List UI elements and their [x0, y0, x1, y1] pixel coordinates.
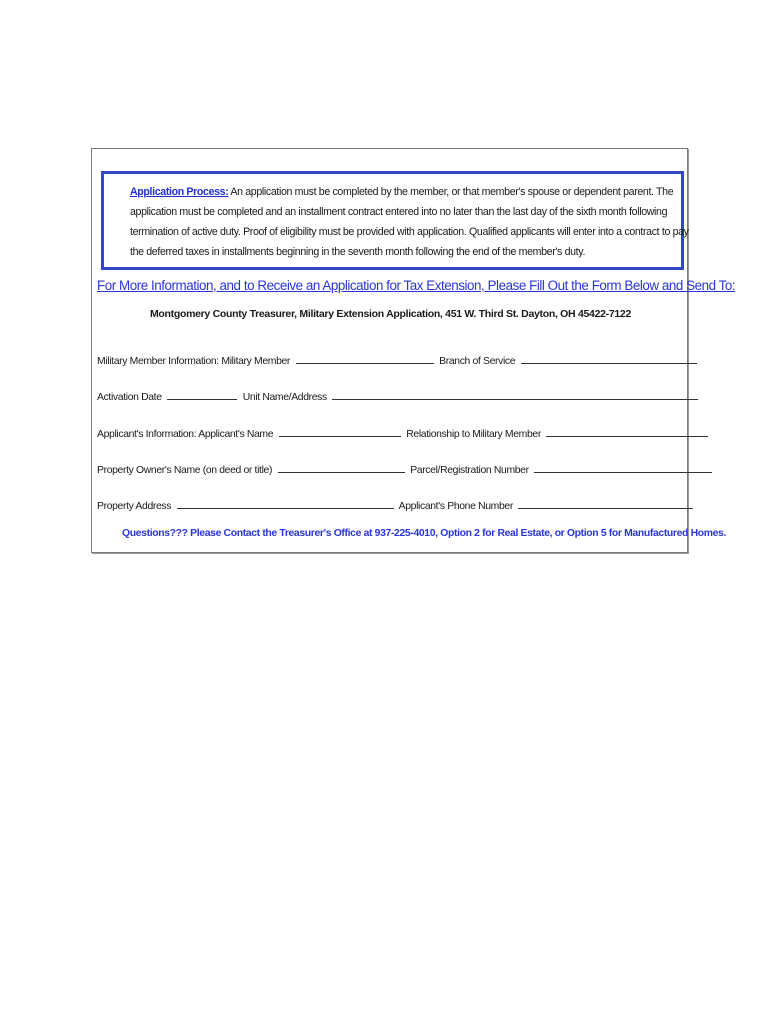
property-owner-row — [97, 463, 715, 476]
process-text-4: the deferred taxes in installments beginning in the seventh month following the end of the member's duty. — [130, 246, 586, 258]
applicant-row — [97, 427, 711, 440]
activation-date-label: Activation Date — [97, 392, 162, 403]
relationship-label: Relationship to Military Member — [406, 429, 541, 440]
property-address-row — [97, 499, 696, 512]
process-label: Application Process: — [130, 186, 229, 198]
military-member-row — [97, 354, 700, 367]
process-text-1: An application must be completed by the member, or that member's spouse or dependent parent. The — [230, 186, 674, 198]
unit-name-address-field[interactable] — [332, 390, 698, 400]
unit-name-address-label: Unit Name/Address — [242, 392, 327, 403]
activation-row — [97, 390, 701, 403]
relationship-field[interactable] — [546, 427, 708, 437]
property-address-label: Property Address — [97, 501, 172, 512]
applicant-phone-field[interactable] — [518, 499, 693, 509]
mailing-address: Montgomery County Treasurer, Military Extension Application, 451 W. Third St. Dayton, OH 45422-7122 — [149, 308, 632, 320]
property-owner-label: Property Owner's Name (on deed or title) — [97, 465, 273, 476]
process-text-3: termination of active duty. Proof of eligibility must be provided with application. Qualified applicants will enter into a contract to pay — [130, 226, 689, 238]
application-process-box — [101, 171, 689, 270]
questions-contact-line: Questions??? Please Contact the Treasurer's Office at 937-225-4010, Option 2 for Real Estate, or Option 5 for Manufactured Homes. — [122, 528, 727, 539]
branch-of-service-field[interactable] — [521, 354, 697, 364]
more-info-heading: For More Information, and to Receive an Application for Tax Extension, Please Fill Out the Form Below and Send To: — [97, 278, 736, 293]
applicant-phone-label: Applicant's Phone Number — [398, 501, 513, 512]
applicant-name-field[interactable] — [279, 427, 401, 437]
activation-date-field[interactable] — [167, 390, 237, 400]
process-line-1 — [130, 182, 674, 202]
property-address-field[interactable] — [177, 499, 394, 509]
military-member-label: Military Member Information: Military Member — [97, 356, 291, 367]
property-owner-field[interactable] — [278, 463, 405, 473]
branch-of-service-label: Branch of Service — [439, 356, 516, 367]
parcel-number-label: Parcel/Registration Number — [410, 465, 529, 476]
process-text-2: application must be completed and an installment contract entered into no later than the last day of the sixth month following — [130, 206, 668, 218]
military-member-field[interactable] — [296, 354, 434, 364]
applicant-name-label: Applicant's Information: Applicant's Name — [97, 429, 274, 440]
extension-form-card — [91, 148, 736, 553]
parcel-number-field[interactable] — [534, 463, 712, 473]
